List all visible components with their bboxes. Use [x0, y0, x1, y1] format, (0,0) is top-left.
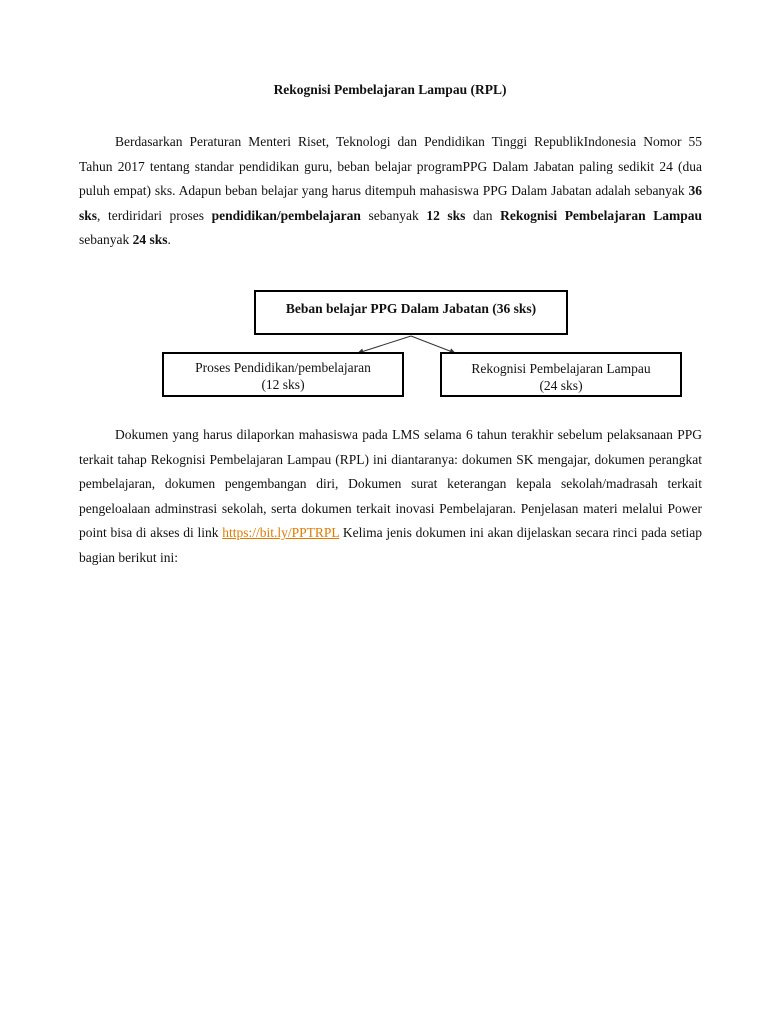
root-box-label: Beban belajar PPG Dalam Jabatan (36 sks) [285, 301, 537, 316]
left-box-label: Proses Pendidikan/pembelajaran [195, 360, 371, 375]
left-box-sks: (12 sks) [261, 377, 305, 392]
bold-12-sks: 12 sks [426, 207, 466, 223]
text-run: Berdasarkan Peraturan Menteri Riset, Teknologi dan Pendidikan Tinggi RepublikIndonesia Nomor 55 Tahun 2017 tentang standar pendidikan guru, beban belajar programPPG Dalam Jabatan paling sedikit 24 (dua puluh empat) sks. Adapun beban belajar yang harus ditempuh mahasiswa PPG Dalam Jabatan adalah sebanyak [79, 134, 702, 198]
diagram-root-box [254, 290, 568, 335]
bold-pendidikan: pendidikan/pembelajaran [211, 207, 361, 223]
bold-24-sks: 24 sks [132, 232, 168, 247]
arrow-to-left-box [358, 336, 411, 353]
arrow-to-right-box [411, 336, 455, 353]
text-run: Kelima jenis dokumen ini akan dijelaskan secara rinci pada setiap bagian berikut ini: [79, 525, 702, 565]
bold-36-sks: 36 sks [79, 183, 702, 223]
text-run: sebanyak [79, 232, 133, 247]
text-run: dan [465, 207, 501, 223]
bold-rpl: Rekognisi Pembelajaran Lampau [500, 207, 703, 223]
text-run: . [167, 232, 171, 247]
text-run: Dokumen yang harus dilaporkan mahasiswa pada LMS selama 6 tahun terakhir sebelum pelaksanaan PPG terkait tahap Rekognisi Pembelajaran Lampau (RPL) ini diantaranya: dokumen SK mengajar, dokumen perangkat pembelajaran, dokumen pengembangan diri, Dokumen surat keterangan kepala sekolah/madrasah terkait pengeloalaan adminstrasi sekolah, serta dokumen terkait inovasi Pembelajaran. Penjelasan materi melalui Power point bisa di akses di link [79, 427, 702, 540]
diagram-right-box [440, 352, 682, 397]
text-run: sebanyak [360, 207, 427, 223]
text-run: , terdiridari proses [97, 207, 212, 223]
document-title: Rekognisi Pembelajaran Lampau (RPL) [273, 82, 507, 97]
diagram-left-box [162, 352, 404, 397]
right-box-label: Rekognisi Pembelajaran Lampau [471, 361, 651, 376]
documents-paragraph [79, 423, 702, 570]
right-box-sks: (24 sks) [539, 378, 583, 393]
pptrpl-link[interactable]: https://bit.ly/PPTRPL [222, 525, 340, 540]
intro-paragraph [79, 130, 702, 253]
